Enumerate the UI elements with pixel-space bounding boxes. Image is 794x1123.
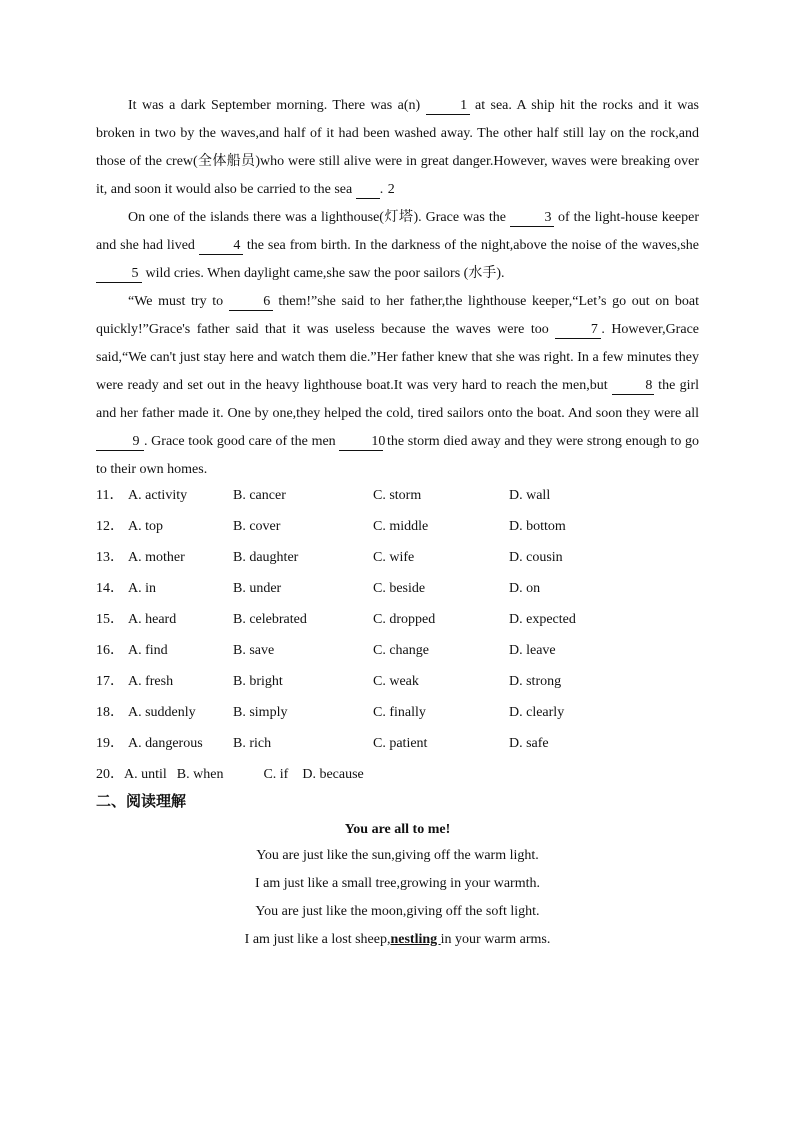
poem-line: I am just like a small tree,growing in your warmth. [255, 876, 540, 891]
option-row-20 [96, 765, 699, 796]
option-a: A. find [128, 643, 168, 658]
option-c: C. wife [373, 550, 415, 565]
passage-text: . However,Grace said,“We can't just stay here and watch them die.”Her father knew that she was right. In a few minutes they were ready and set out in the heavy lighthouse boat.It was very hard to reach the men,but [96, 322, 699, 393]
option-b: B. when [176, 767, 224, 782]
option-d: D. clearly [509, 705, 565, 720]
blank-2: 2 [356, 182, 380, 199]
option-c: C. patient [373, 736, 428, 751]
blank-9: 9 [96, 434, 144, 451]
passage-text: the storm died away and they were strong enough to go to their own homes. [96, 434, 699, 477]
option-a: A. until [124, 767, 167, 782]
passage-text: the sea from birth. In the darkness of the night,above the noise of the waves,she [242, 238, 699, 253]
question-number: 11． [96, 488, 124, 503]
passage-text: the girl and her father made it. One by one,they helped the cold, tired sailors onto the boat. And soon they were all [96, 378, 700, 421]
cloze-passage [96, 92, 699, 484]
answer-options [96, 486, 699, 796]
option-c: C. weak [373, 674, 419, 689]
option-b: B. save [233, 643, 275, 658]
poem-line: You are just like the sun,giving off the warm light. [256, 848, 539, 863]
option-row-11 [96, 486, 699, 517]
option-a: A. mother [128, 550, 185, 565]
option-b: B. cover [233, 519, 281, 534]
question-number: 20． [96, 767, 124, 782]
passage-text: . [379, 182, 384, 197]
question-number: 18． [96, 705, 124, 720]
option-d: D. strong [509, 674, 562, 689]
option-a: A. top [128, 519, 163, 534]
blank-4: 4 [199, 238, 243, 255]
passage-text: at sea. A ship hit the rocks and it was broken in two by the waves,and half of it had been washed away. The other half still lay on the rock,and those of the crew(全体船员)who were still alive were in great danger.However, waves were breaking over it, and soon it would also be carried to the sea [96, 98, 699, 197]
option-row-15 [96, 610, 699, 641]
question-number: 17． [96, 674, 124, 689]
option-d: D. cousin [509, 550, 563, 565]
option-c: C. middle [373, 519, 429, 534]
option-row-16 [96, 641, 699, 672]
blank-6: 6 [229, 294, 273, 311]
question-number: 14． [96, 581, 124, 596]
option-d: D. bottom [509, 519, 566, 534]
option-c: C. storm [373, 488, 422, 503]
passage-text: . Grace took good care of the men [144, 434, 340, 449]
option-d: D. safe [509, 736, 549, 751]
option-row-14 [96, 579, 699, 610]
option-b: B. rich [233, 736, 272, 751]
blank-8: 8 [612, 378, 654, 395]
passage-text: of the light-house keeper and she had lived [96, 210, 700, 253]
poem-text: in your warm arms. [440, 932, 551, 947]
passage-text: “We must try to [128, 294, 229, 309]
passage-paragraph-3 [96, 288, 699, 484]
poem-line [96, 926, 699, 954]
option-row-19 [96, 734, 699, 765]
passage-text: wild cries. When daylight came,she saw the poor sailors (水手). [142, 266, 505, 281]
passage-text: On one of the islands there was a lighthouse(灯塔). Grace was the [128, 210, 510, 225]
option-d: D. on [509, 581, 541, 596]
option-b: B. bright [233, 674, 283, 689]
option-a: A. in [128, 581, 156, 596]
poem-text: I am just like a lost sheep, [244, 932, 391, 947]
passage-text: them!”she said to her father,the lighthouse keeper,“Let’s go out on boat quickly!”Grace's father said that it was useless because the waves were too [96, 294, 699, 337]
option-a: A. activity [128, 488, 188, 503]
option-row-18 [96, 703, 699, 734]
question-number: 19． [96, 736, 124, 751]
question-number: 13． [96, 550, 124, 565]
option-a: A. heard [128, 612, 177, 627]
option-b: B. cancer [233, 488, 286, 503]
option-b: B. simply [233, 705, 288, 720]
question-number: 16． [96, 643, 124, 658]
poem [96, 818, 699, 954]
highlighted-word: nestling [390, 932, 441, 947]
option-c: C. dropped [373, 612, 436, 627]
option-b: B. celebrated [233, 612, 307, 627]
option-b: B. under [233, 581, 282, 596]
option-c: C. change [373, 643, 429, 658]
option-a: A. dangerous [128, 736, 203, 751]
question-number: 12． [96, 519, 124, 534]
option-row-17 [96, 672, 699, 703]
blank-1: 1 [426, 98, 470, 115]
blank-5: 5 [96, 266, 142, 283]
section-title: 二、阅读理解 [96, 792, 187, 810]
option-c: C. if [263, 767, 289, 782]
passage-paragraph-1 [96, 92, 699, 204]
option-d: D. because [302, 767, 364, 782]
passage-text: It was a dark September morning. There was a(n) [128, 98, 426, 113]
question-number: 15． [96, 612, 124, 627]
worksheet-page [96, 92, 699, 954]
option-row-13 [96, 548, 699, 579]
passage-paragraph-2 [96, 204, 699, 288]
option-d: D. expected [509, 612, 576, 627]
option-a: A. suddenly [128, 705, 196, 720]
option-row-12 [96, 517, 699, 548]
option-c: C. finally [373, 705, 426, 720]
blank-7: 7 [555, 322, 601, 339]
option-b: B. daughter [233, 550, 299, 565]
option-a: A. fresh [128, 674, 174, 689]
poem-title: You are all to me! [344, 822, 451, 837]
blank-3: 3 [510, 210, 554, 227]
poem-line: You are just like the moon,giving off the soft light. [255, 904, 540, 919]
option-c: C. beside [373, 581, 426, 596]
blank-10: 10 [339, 434, 383, 451]
option-d: D. wall [509, 488, 551, 503]
option-d: D. leave [509, 643, 556, 658]
